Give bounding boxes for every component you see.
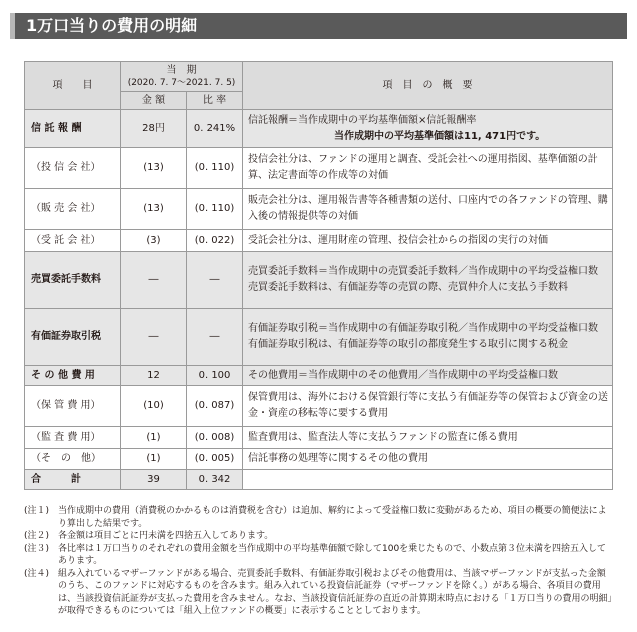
footnote-key: (注３): [24, 543, 50, 554]
footnote-key: (注２): [24, 531, 50, 541]
row-amount: (10): [121, 386, 187, 427]
row-label: （監 査 費 用）: [25, 427, 121, 449]
total-amount: 39: [121, 470, 187, 490]
footnote-key: (注１): [24, 506, 50, 516]
row-label: そ の 他 費 用: [25, 366, 121, 386]
table-row: [25, 366, 613, 386]
row-amount: ―: [121, 309, 187, 366]
header-item: 項 目: [25, 62, 121, 110]
description-line: 売買委託手数料は、有価証券等の売買の際、売買仲介人に支払う手数料: [248, 282, 568, 293]
row-amount: (13): [121, 148, 187, 189]
header-amount: 金 額: [121, 92, 187, 110]
table-row: [25, 230, 613, 252]
row-amount: ―: [121, 252, 187, 309]
row-label: 売買委託手数料: [25, 252, 121, 309]
total-label: 合 計: [25, 470, 121, 490]
table-row: [25, 449, 613, 470]
description-emphasis: 当作成期中の平均基準価額は11, 471円です。: [334, 130, 546, 142]
row-ratio: (0. 110): [187, 189, 243, 230]
row-description: 信託事務の処理等に関するその他の費用: [243, 449, 613, 470]
row-amount: (13): [121, 189, 187, 230]
row-label: 信 託 報 酬: [25, 110, 121, 148]
row-description: 受託会社分は、運用財産の管理、投信会社からの指図の実行の対価: [243, 230, 613, 252]
total-row: [25, 470, 613, 490]
table-row: [25, 252, 613, 309]
row-label: （投 信 会 社）: [25, 148, 121, 189]
row-description: [243, 309, 613, 366]
row-ratio: ―: [187, 252, 243, 309]
footnote-text: 組み入れているマザーファンドがある場合、売買委託手数料、有価証券取引税およびその他費用は、当該マザーファンドが支払った金額のうち、このファンドに対応するものを含みます。組み入れている投資信託証券（マザーファンドを除く。）がある場合、各項目の費用は、当該投資信託証券が支払った費用を含みません。なお、当該投資信託証券の直近の計算期末時点における「１万口当りの費用の明細」が取得できるものについては「組入上位ファンドの概要」に表示することとしております。: [58, 568, 613, 616]
row-description: 販売会社分は、運用報告書等各種書類の送付、口座内での各ファンドの管理、購入後の情報提供等の対価: [243, 189, 613, 230]
row-label: （そ の 他）: [25, 449, 121, 470]
row-ratio: (0. 005): [187, 449, 243, 470]
row-amount: (3): [121, 230, 187, 252]
row-label: 有価証券取引税: [25, 309, 121, 366]
description-line: 信託報酬＝当作成期中の平均基準価額×信託報酬率: [248, 114, 477, 126]
header-accent-bar: [10, 13, 15, 39]
header-ratio: 比 率: [187, 92, 243, 110]
footnote: [24, 505, 614, 530]
table-row: [25, 110, 613, 148]
footnote-text: 当作成期中の費用（消費税のかかるものは消費税を含む）は追加、解約によって受益権口数に変動があるため、項目の概要の簡便法により算出した結果です。: [58, 506, 607, 529]
row-ratio: (0. 087): [187, 386, 243, 427]
header-period-range: (2020. 7. 7～2021. 7. 5): [127, 77, 236, 88]
footnotes: [24, 505, 614, 618]
row-description: 投信会社分は、ファンドの運用と調査、受託会社への運用指図、基準価額の計算、法定書面等の作成等の対価: [243, 148, 613, 189]
total-ratio: 0. 342: [187, 470, 243, 490]
row-amount: (1): [121, 449, 187, 470]
row-label: （受 託 会 社）: [25, 230, 121, 252]
row-description: その他費用＝当作成期中のその他費用／当作成期中の平均受益権口数: [243, 366, 613, 386]
description-line: 有価証券取引税は、有価証券等の取引の都度発生する取引に関する税金: [248, 339, 568, 350]
row-description: [243, 252, 613, 309]
table-row: [25, 189, 613, 230]
row-description: [243, 110, 613, 148]
cost-breakdown-table: [24, 61, 613, 490]
table-row: [25, 427, 613, 449]
row-description: 保管費用は、海外における保管銀行等に支払う有価証券等の保管および資金の送金・資産の移転等に要する費用: [243, 386, 613, 427]
description-line: 売買委託手数料＝当作成期中の売買委託手数料／当作成期中の平均受益権口数: [248, 266, 598, 277]
header-period: [121, 62, 243, 92]
table-row: [25, 148, 613, 189]
row-ratio: 0. 100: [187, 366, 243, 386]
row-description: 監査費用は、監査法人等に支払うファンドの監査に係る費用: [243, 427, 613, 449]
row-amount: 12: [121, 366, 187, 386]
row-ratio: (0. 022): [187, 230, 243, 252]
total-description: [243, 470, 613, 490]
footnote: [24, 530, 614, 543]
header-period-label: 当 期: [166, 64, 197, 76]
footnote-key: (注４): [24, 568, 50, 579]
row-amount: (1): [121, 427, 187, 449]
row-ratio: (0. 008): [187, 427, 243, 449]
row-label: （販 売 会 社）: [25, 189, 121, 230]
footnote: [24, 568, 614, 618]
footnote: [24, 543, 614, 568]
row-ratio: ―: [187, 309, 243, 366]
row-ratio: (0. 110): [187, 148, 243, 189]
section-header: [10, 13, 627, 39]
header-summary: 項 目 の 概 要: [243, 62, 613, 110]
table-row: [25, 309, 613, 366]
footnote-text: 各比率は１万口当りのそれぞれの費用金額を当作成期中の平均基準価額で除して100を乗じたもので、小数点第３位未満を四捨五入してあります。: [58, 543, 607, 566]
footnote-text: 各金額は項目ごとに円未満を四捨五入してあります。: [58, 531, 274, 541]
row-amount: 28円: [121, 110, 187, 148]
table-row: [25, 386, 613, 427]
row-ratio: 0. 241%: [187, 110, 243, 148]
row-label: （保 管 費 用）: [25, 386, 121, 427]
section-title: 1万口当りの費用の明細: [26, 16, 198, 35]
description-line: 有価証券取引税＝当作成期中の有価証券取引税／当作成期中の平均受益権口数: [248, 323, 598, 334]
